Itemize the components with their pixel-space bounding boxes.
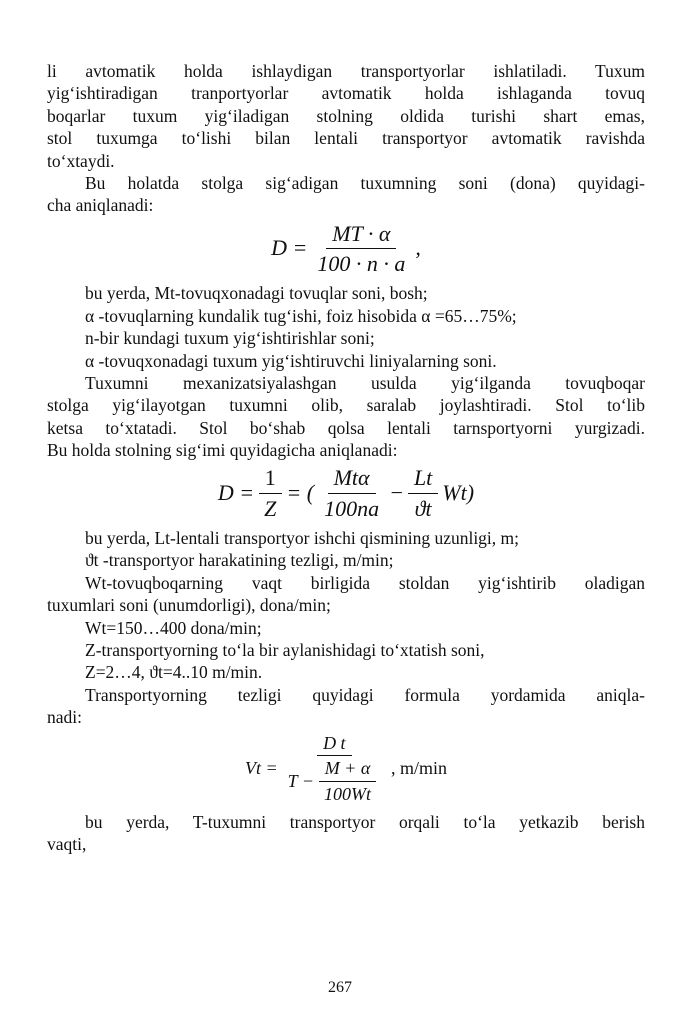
definition-line: Z-transportyorning to‘la bir aylanishidagi to‘xtatish soni, [85, 640, 485, 660]
fraction-numerator: Lt [408, 465, 438, 493]
fraction [282, 733, 387, 805]
definition-line: ϑt -transportyor harakatining tezligi, m/min; [85, 550, 394, 571]
fraction-denominator: 100Wt [323, 783, 371, 804]
formula-tail: , [415, 235, 421, 261]
fraction-numerator: M + α [319, 758, 377, 782]
paragraph-1 [47, 60, 645, 172]
inner-fraction [318, 758, 377, 804]
page-number: 267 [328, 979, 352, 996]
definitions-2 [47, 527, 645, 684]
text-line: nadi: [47, 707, 82, 728]
paragraph-4 [47, 684, 645, 729]
text-line: Bu holda stolning sig‘imi quyidagicha aniqlanadi: [47, 440, 398, 461]
formula-lhs: Vt = [244, 758, 278, 779]
fraction [311, 221, 411, 277]
formula-transporter-speed [47, 733, 645, 805]
definition-line: Wt-tovuqboqarning vaqt birligida stoldan yig‘ishtirib oladigan [85, 572, 645, 593]
definition-line: α -tovuqxonadagi tuxum yig‘ishtiruvchi liniyalarning soni. [85, 350, 497, 371]
text-line: cha aniqlanadi: [47, 195, 154, 216]
text-line: bu yerda, T-tuxumni transportyor orqali to‘la yetkazib berish [85, 811, 645, 832]
definition-line: tuxumlari soni (unumdorligi), dona/min; [47, 595, 331, 616]
fraction-denominator: Z [264, 495, 277, 521]
definition-line: bu yerda, Lt-lentali transportyor ishchi qismining uzunligi, m; [85, 528, 520, 549]
definitions-1 [47, 282, 645, 372]
formula-lhs: D = [217, 480, 255, 506]
text-line: stolga yig‘ilayotgan tuxumni olib, saralab joylashtiradi. Stol to‘lib [47, 395, 645, 416]
fraction-denominator: 100na [324, 495, 380, 521]
text-line: Bu holatda stolga sig‘adigan tuxumning soni (dona) quyidagi- [85, 172, 645, 193]
fraction-numerator: D t [317, 733, 352, 757]
formula-units: , m/min [390, 758, 447, 779]
fraction-denominator [282, 756, 387, 804]
fraction-denominator: 100 · n · a [317, 251, 406, 277]
text-line: ketsa to‘xtatadi. Stol bo‘shab qolsa lentali tarnsportyorni yurgizadi. [47, 417, 645, 438]
text-line: li avtomatik holda ishlaydigan transportyorlar ishlatiladi. Tuxum [47, 61, 645, 81]
page-body [47, 60, 645, 855]
denominator-prefix: T − [287, 771, 314, 792]
text-line: Transportyorning tezligi quyidagi formula yordamida aniqla- [85, 684, 645, 705]
fraction [408, 465, 438, 521]
definition-line: Z=2…4, ϑt=4..10 m/min. [85, 662, 263, 683]
fraction [258, 465, 282, 521]
formula-lhs: D = [271, 235, 308, 261]
fraction-numerator: 1 [259, 465, 282, 493]
definition-line: n-bir kundagi tuxum yig‘ishtirishlar soni; [85, 328, 375, 349]
fraction-numerator: MT · α [326, 221, 396, 249]
formula-part: = ( [286, 480, 315, 506]
paragraph-5 [47, 811, 645, 856]
formula-tail: Wt) [442, 480, 475, 506]
definition-line: bu yerda, Mt-tovuqxonadagi tovuqlar soni, bosh; [85, 283, 428, 304]
formula-table-capacity [47, 221, 645, 277]
paragraph-2 [47, 172, 645, 217]
definition-line: α -tovuqlarning kundalik tug‘ishi, foiz hisobida α =65…75%; [85, 305, 517, 326]
fraction-numerator: Mtα [328, 465, 376, 493]
text-line: to‘xtaydi. [47, 150, 115, 171]
formula-table-capacity-mechanized [47, 465, 645, 521]
fraction-denominator: ϑt [414, 495, 432, 521]
text-line: vaqti, [47, 834, 87, 855]
paragraph-3 [47, 372, 645, 462]
text-line: yig‘ishtiradigan tranportyorlar avtomatik holda ishlaganda tovuq [47, 83, 645, 104]
text-line: stol tuxumga to‘lishi bilan lentali transportyor avtomatik ravishda [47, 128, 645, 149]
definition-line: Wt=150…400 dona/min; [85, 617, 262, 638]
text-line: boqarlar tuxum yig‘iladigan stolning oldida turishi shart emas, [47, 105, 645, 126]
formula-operator: − [389, 480, 404, 506]
text-line: Tuxumni mexanizatsiyalashgan usulda yig‘ilganda tovuqboqar [85, 372, 645, 393]
fraction [318, 465, 385, 521]
